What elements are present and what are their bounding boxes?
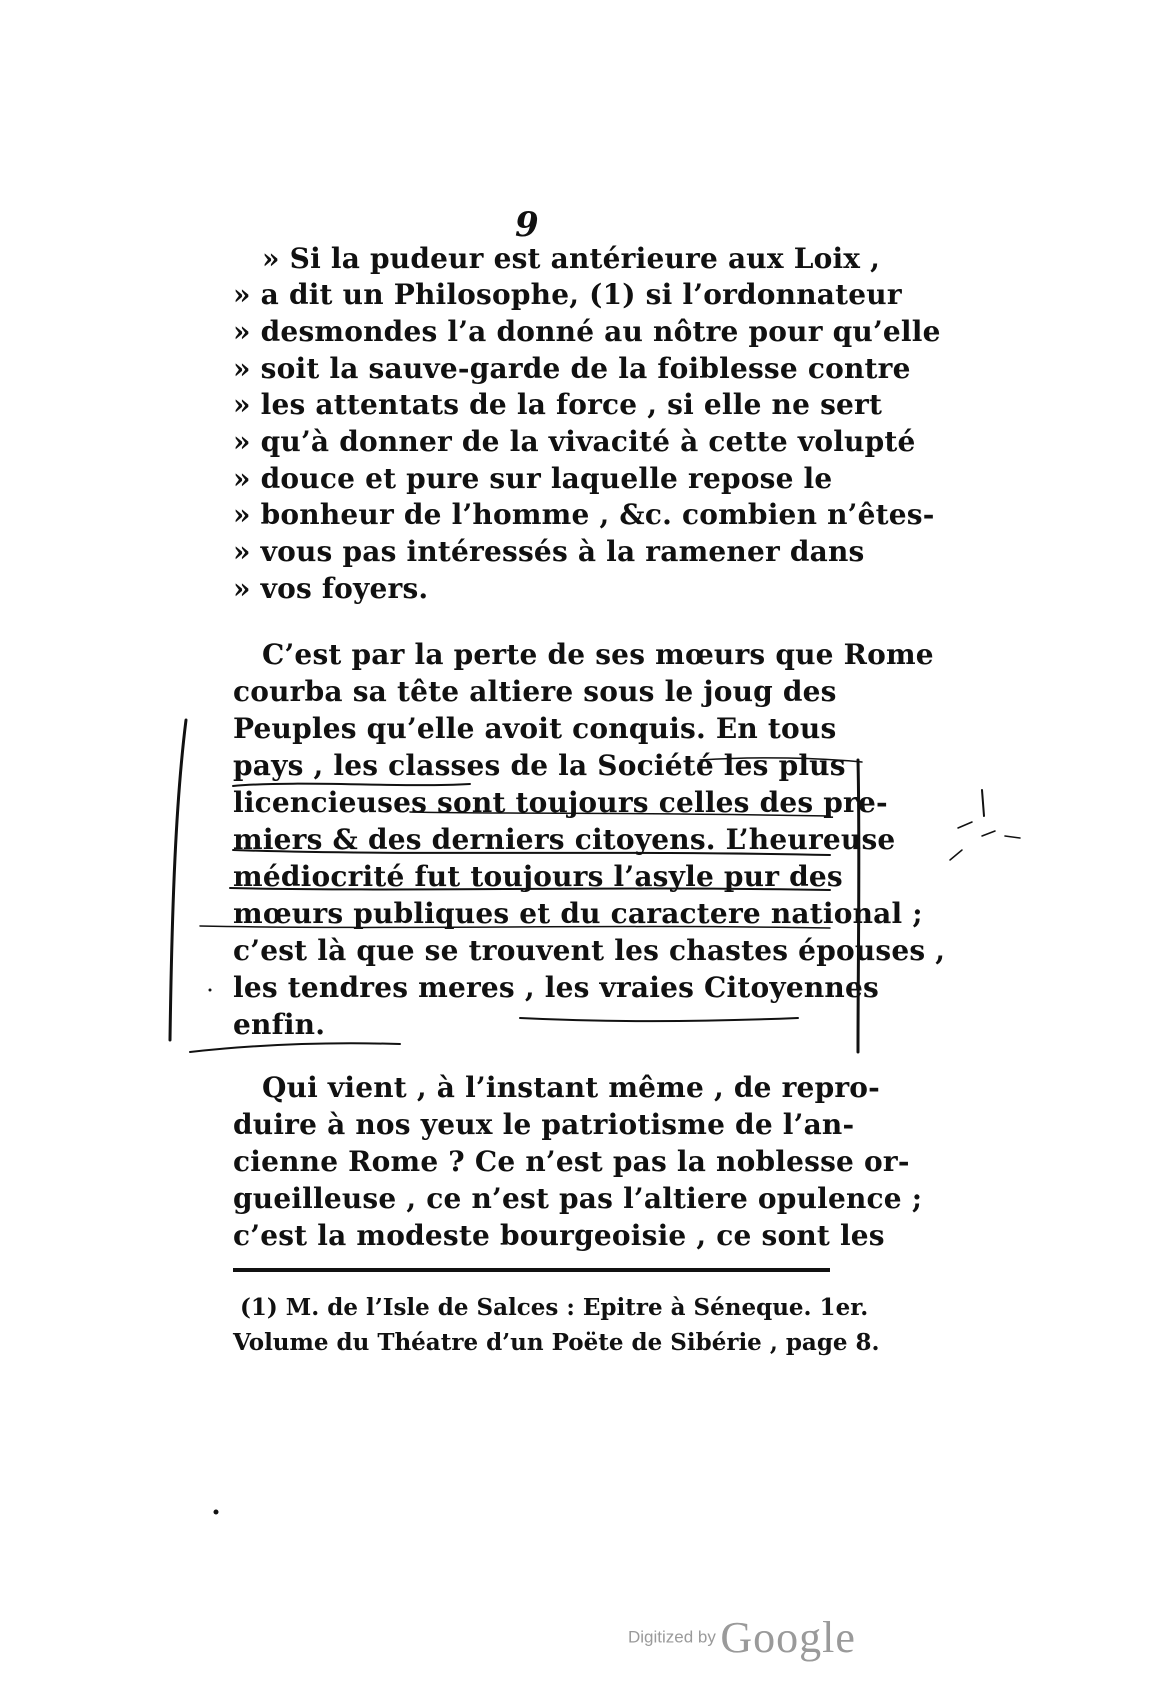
watermark-prefix: Digitized by — [628, 1627, 716, 1647]
text-line: » soit la sauve-garde de la foiblesse contre — [233, 352, 911, 385]
text-line: » qu’à donner de la vivacité à cette volupté — [233, 425, 916, 458]
text-line: cienne Rome ? Ce n’est pas la noblesse or- — [233, 1145, 910, 1178]
digitized-watermark — [628, 1612, 856, 1663]
text-line: c’est là que se trouvent les chastes épouses , — [233, 934, 946, 967]
footnote-line: Volume du Théatre d’un Poëte de Sibérie , page 8. — [233, 1329, 880, 1356]
text-line: les tendres meres , les vraies Citoyennes — [233, 971, 879, 1004]
text-line: mœurs publiques et du caractere national ; — [233, 897, 923, 930]
text-line: courba sa tête altiere sous le joug des — [233, 675, 837, 708]
text-line: » desmondes l’a donné au nôtre pour qu’elle — [233, 315, 941, 348]
text-line: » douce et pure sur laquelle repose le — [233, 462, 833, 495]
text-line: pays , les classes de la Société les plus — [233, 749, 846, 782]
text-line: c’est la modeste bourgeoisie , ce sont les — [233, 1219, 885, 1252]
text-line: C’est par la perte de ses mœurs que Rome — [262, 638, 934, 671]
text-line: Qui vient , à l’instant même , de repro- — [262, 1071, 880, 1104]
text-line: Peuples qu’elle avoit conquis. En tous — [233, 712, 837, 745]
text-line: miers & des derniers citoyens. L’heureuse — [233, 823, 896, 856]
text-line: » vos foyers. — [233, 572, 429, 605]
text-line: » bonheur de l’homme , &c. combien n’êtes- — [233, 498, 935, 531]
text-line: » Si la pudeur est antérieure aux Loix , — [262, 242, 881, 275]
text-line: duire à nos yeux le patriotisme de l’an- — [233, 1108, 855, 1141]
text-line: » vous pas intéressés à la ramener dans — [233, 535, 865, 568]
text-line: » a dit un Philosophe, (1) si l’ordonnateur — [233, 278, 902, 311]
footnote-rule — [233, 1268, 830, 1272]
google-logo: Google — [720, 1613, 856, 1662]
text-line: médiocrité fut toujours l’asyle pur des — [233, 860, 843, 893]
page-number: 9 — [515, 205, 539, 245]
text-line: licencieuses sont toujours celles des pre- — [233, 786, 888, 819]
footnote-line: (1) M. de l’Isle de Salces : Epitre à Séneque. 1er. — [240, 1294, 869, 1321]
text-line: enfin. — [233, 1008, 326, 1041]
text-line: gueilleuse , ce n’est pas l’altiere opulence ; — [233, 1182, 923, 1215]
text-line: » les attentats de la force , si elle ne sert — [233, 388, 883, 421]
